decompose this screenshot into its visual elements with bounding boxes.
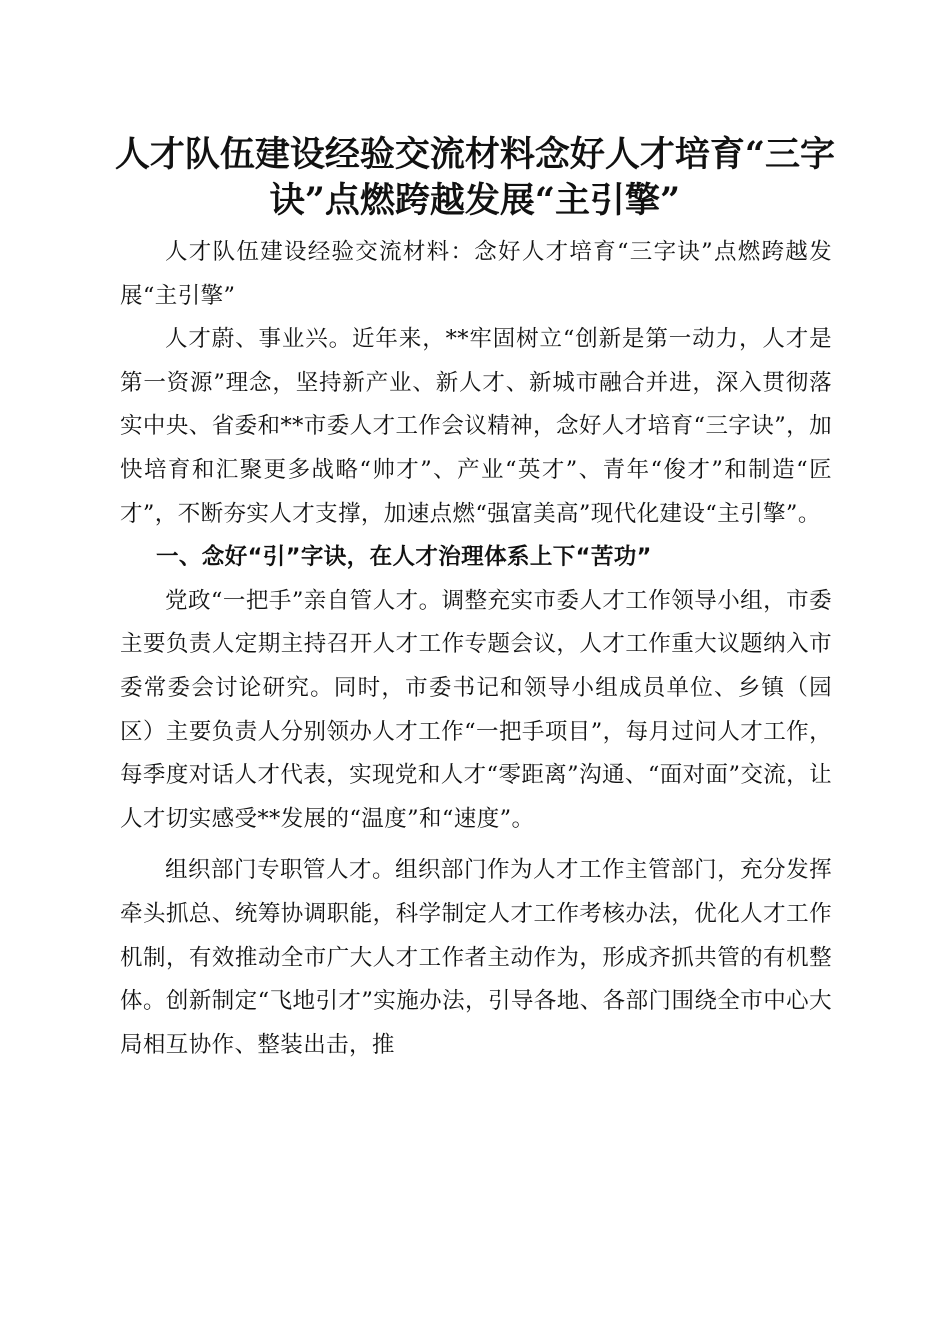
paragraph-subtitle: 人才队伍建设经验交流材料：念好人才培育“三字诀”点燃跨越发展“主引擎” [120,239,832,309]
paragraph-section-2: 组织部门专职管人才。组织部门作为人才工作主管部门，充分发挥牵头抓总、统筹协调职能，科学制定人才工作考核办法，优化人才工作机制，有效推动全市广大人才工作者主动作为，形成齐抓共管的有机整体。创新制定“飞地引才”实施办法，引导各地、各部门围绕全市中心大局相互协作、整装出击，推 [120,857,832,1058]
section-heading: 一、念好“引”字诀，在人才治理体系上下“苦功” [156,544,652,571]
document-body [120,231,832,1067]
document-title: 人才队伍建设经验交流材料念好人才培育“三字诀”点燃跨越发展“主引擎” [114,134,836,221]
paragraph-section-1: 党政“一把手”亲自管人才。调整充实市委人才工作领导小组，市委主要负责人定期主持召开人才工作专题会议，人才工作重大议题纳入市委常委会讨论研究。同时，市委书记和领导小组成员单位、乡镇（园区）主要负责人分别领办人才工作“一把手项目”，每月过问人才工作，每季度对话人才代表，实现党和人才“零距离”沟通、“面对面”交流，让人才切实感受**发展的“温度”和“速度”。 [120,587,832,832]
paragraph-gap [120,841,832,849]
paragraph-intro: 人才蔚、事业兴。近年来，**牢固树立“创新是第一动力，人才是第一资源”理念，坚持新产业、新人才、新城市融合并进，深入贯彻落实中央、省委和**市委人才工作会议精神，念好人才培育“三字诀”，加快培育和汇聚更多战略“帅才”、产业“英才”、青年“俊才”和制造“匠才”，不断夯实人才支撑，加速点燃“强富美高”现代化建设“主引擎”。 [120,326,832,527]
